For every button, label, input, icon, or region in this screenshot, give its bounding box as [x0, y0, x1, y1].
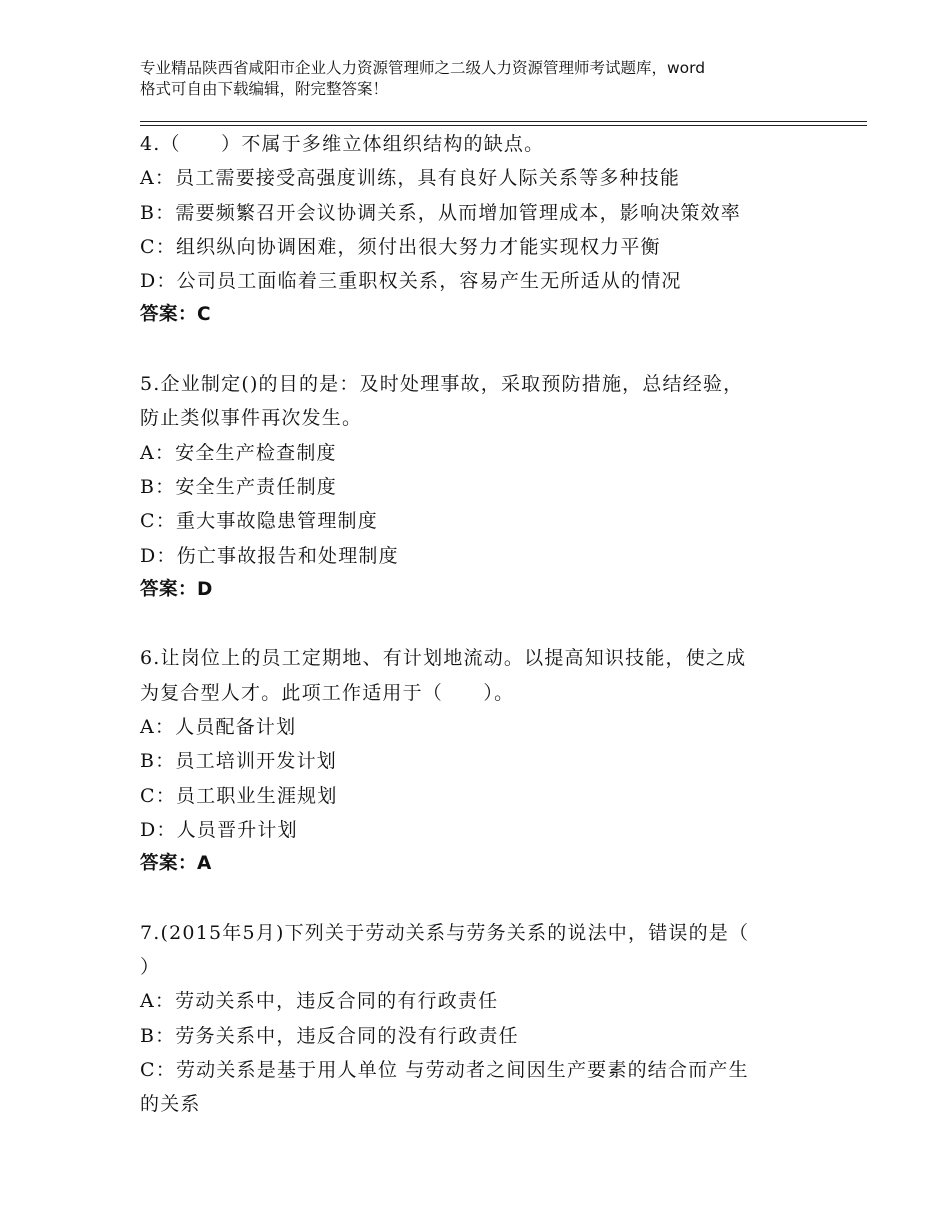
option-d: D：公司员工面临着三重职权关系，容易产生无所适从的情况 — [140, 270, 682, 293]
question-stem-continued: ） — [140, 956, 161, 979]
header-line-2: 格式可自由下载编辑，附完整答案！ — [140, 80, 389, 98]
question-6 — [140, 641, 840, 881]
option-a: A：人员配备计划 — [140, 716, 297, 739]
option-b: B：劳务关系中，违反合同的没有行政责任 — [140, 1024, 519, 1047]
answer: 答案：C — [140, 304, 212, 326]
document-header — [140, 58, 840, 100]
question-stem: 7.(2015年5月)下列关于劳动关系与劳务关系的说法中，错误的是（ — [140, 921, 750, 944]
spacer — [140, 882, 840, 916]
header-line-1: 专业精品陕西省咸阳市企业人力资源管理师之二级人力资源管理师考试题库，word — [140, 59, 706, 77]
option-c: C：员工职业生涯规划 — [140, 784, 338, 807]
question-stem: 6.让岗位上的员工定期地、有计划地流动。以提高知识技能，使之成 — [140, 647, 747, 670]
option-b: B：员工培训开发计划 — [140, 750, 337, 773]
option-b: B：安全生产责任制度 — [140, 475, 337, 498]
answer: 答案：A — [140, 853, 212, 875]
question-list — [140, 127, 840, 1122]
header-divider-top — [140, 121, 867, 122]
question-stem: 5.企业制定()的目的是：及时处理事故，采取预防措施，总结经验， — [140, 373, 744, 396]
option-c: C：劳动关系是基于用人单位 与劳动者之间因生产要素的结合而产生 — [140, 1059, 749, 1082]
option-b: B：需要频繁召开会议协调关系，从而增加管理成本，影响决策效率 — [140, 201, 741, 224]
option-a: A：安全生产检查制度 — [140, 441, 337, 464]
option-c-continued: 的关系 — [140, 1093, 201, 1116]
question-5 — [140, 367, 840, 607]
option-a: A：员工需要接受高强度训练，具有良好人际关系等多种技能 — [140, 167, 681, 190]
option-a: A：劳动关系中，违反合同的有行政责任 — [140, 990, 499, 1013]
spacer — [140, 607, 840, 641]
answer: 答案：D — [140, 578, 213, 600]
question-stem: 4.（ ）不属于多维立体组织结构的缺点。 — [140, 133, 545, 155]
header-divider-bottom — [140, 125, 867, 126]
option-d: D：人员晋升计划 — [140, 818, 298, 841]
option-d: D：伤亡事故报告和处理制度 — [140, 544, 399, 567]
question-stem-continued: 防止类似事件再次发生。 — [140, 407, 363, 430]
question-stem-continued: 为复合型人才。此项工作适用于（ ）。 — [140, 681, 515, 704]
question-4 — [140, 127, 840, 333]
question-7 — [140, 916, 840, 1122]
option-c: C：组织纵向协调困难，须付出很大努力才能实现权力平衡 — [140, 235, 661, 258]
spacer — [140, 333, 840, 367]
option-c: C：重大事故隐患管理制度 — [140, 510, 378, 533]
